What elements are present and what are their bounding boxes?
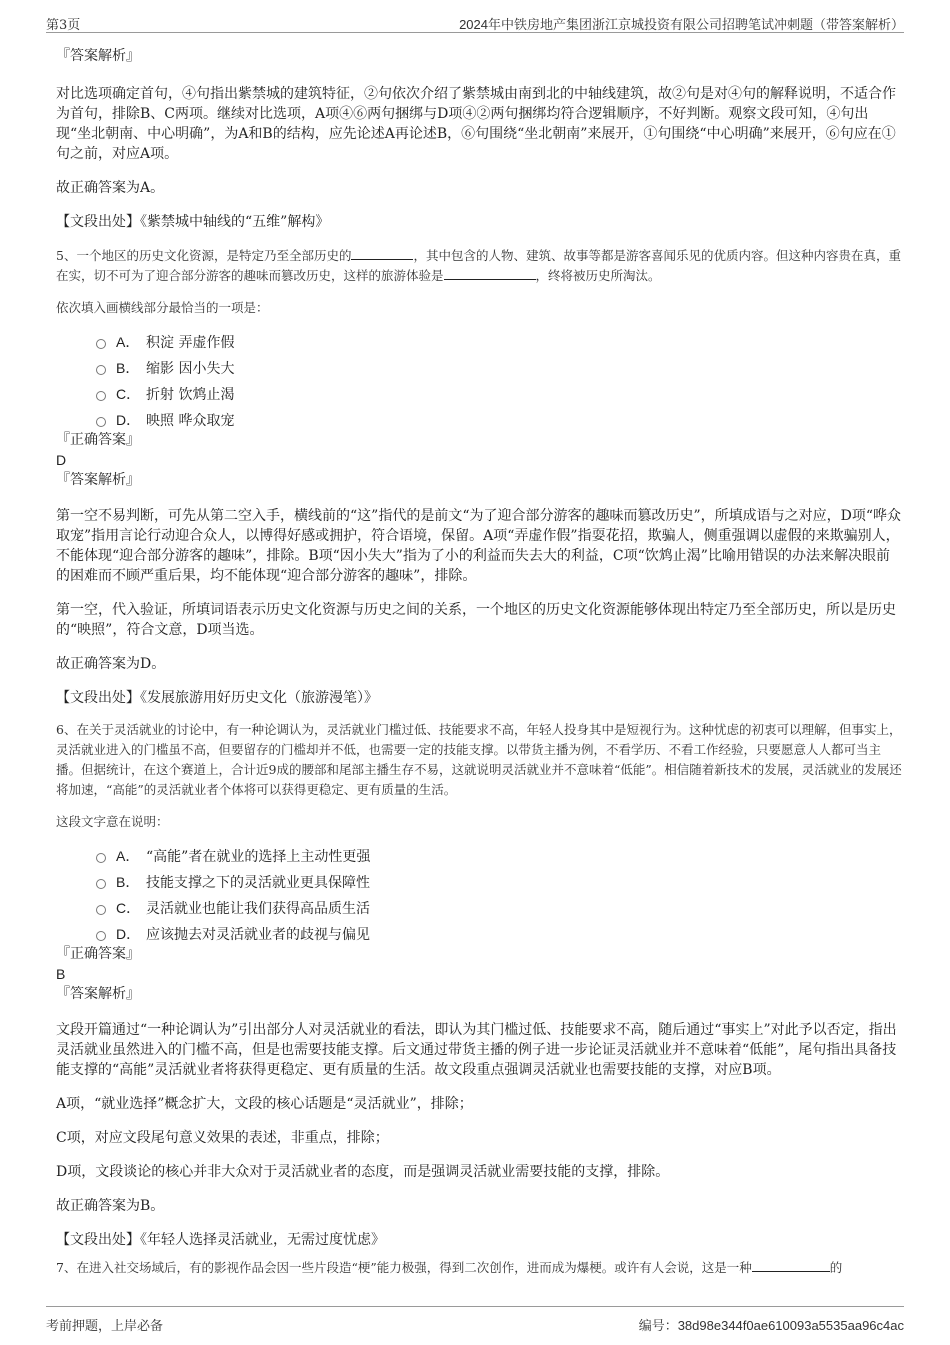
- source-label: 【文段出处】: [56, 214, 140, 230]
- analysis-label: 『答案解析』: [56, 48, 140, 64]
- conclusion: 故正确答案为A。: [56, 180, 165, 196]
- radio-icon[interactable]: [96, 853, 106, 863]
- analysis-paragraph-2: A项，“就业选择”概念扩大，文段的核心话题是“灵活就业”，排除；: [56, 1096, 473, 1112]
- radio-icon[interactable]: [96, 339, 106, 349]
- analysis-paragraph-1: 文段开篇通过“一种论调认为”引出部分人对灵活就业的看法，即认为其门槛过低、技能要求不高，随后通过“事实上”对此予以否定，指出灵活就业虽然进入的门槛不高，但是也需要技能支撑。后文通过带货主播的例子进一步论证灵活就业并不意味着“低能”，尾句指出具备技能支撑的“高能”灵活就业者将获得更稳定、更有质量的生活。故文段重点强调灵活就业也需要技能的支撑，对应B项。: [56, 1022, 897, 1078]
- correct-answer: D: [56, 452, 67, 468]
- source-title: 《年轻人选择灵活就业，无需过度忧虑》: [140, 1232, 385, 1248]
- answer-blank-1: [752, 1259, 830, 1272]
- radio-icon[interactable]: [96, 905, 106, 915]
- analysis-paragraph-4: D项，文段谈论的核心并非大众对于灵活就业者的态度，而是强调灵活就业需要技能的支撑，排除。: [56, 1164, 670, 1180]
- source-line: [56, 688, 902, 708]
- source-title: 《发展旅游用好历史文化（旅游漫笔）》: [140, 690, 378, 706]
- source-label: 【文段出处】: [56, 690, 140, 706]
- option-c[interactable]: C． 灵活就业也能让我们获得高品质生活: [96, 898, 902, 924]
- correct-answer: B: [56, 966, 66, 982]
- document-id: 编号：38d98e344f0ae610093a5535aa96c4ac: [638, 1318, 904, 1333]
- options-list: [96, 332, 902, 436]
- correct-answer-label: 『正确答案』: [56, 946, 140, 962]
- footer-slogan: 考前押题，上岸必备: [46, 1319, 164, 1334]
- question-6: 6、在关于灵活就业的讨论中，有一种论调认为，灵活就业门槛过低、技能要求不高，年轻人投身其中是短视行为。这种忧虑的初衷可以理解，但事实上，灵活就业进入的门槛虽不高，但要留存的门槛却并不低，也需要一定的技能支撑。以带货主播为例，不看学历、不看工作经验，只要愿意人人都可当主播。但据统计，在这个赛道上，合计近9成的腰部和尾部主播生存不易，这就说明灵活就业并不意味着“低能”。相信随着新技术的发展，灵活就业的发展还将加速，“高能”的灵活就业者个体将可以获得更稳定、更有质量的生活。: [56, 722, 902, 797]
- options-list: [96, 846, 902, 950]
- source-title: 《紫禁城中轴线的“五维”解构》: [140, 214, 330, 230]
- source-line: [56, 1230, 902, 1250]
- option-a[interactable]: A． “高能”者在就业的选择上主动性更强: [96, 846, 902, 872]
- radio-icon[interactable]: [96, 417, 106, 427]
- radio-icon[interactable]: [96, 391, 106, 401]
- option-b[interactable]: B． 缩影 因小失大: [96, 358, 902, 384]
- answer-blank-1: [351, 247, 413, 260]
- question-5: 5、一个地区的历史文化资源，是特定乃至全部历史的 ，其中包含的人物、建筑、故事等都是游客喜闻乐见的优质内容。但这种内容贵在真，重在实，切不可为了迎合部分游客的趣味而篡改历史，这样的旅游体验是 ，终将被历史所淘汰。: [56, 248, 901, 283]
- document-title: 2024年中铁房地产集团浙江京城投资有限公司招聘笔试冲刺题（带答案解析）: [459, 17, 904, 32]
- analysis-paragraph-2: 第一空，代入验证，所填词语表示历史文化资源与历史之间的关系，一个地区的历史文化资源能够体现出特定乃至全部历史，所以是历史的“映照”，符合文意，D项当选。: [56, 602, 896, 638]
- analysis-label: 『答案解析』: [56, 472, 140, 488]
- option-b[interactable]: B． 技能支撑之下的灵活就业更具保障性: [96, 872, 902, 898]
- option-d[interactable]: D． 映照 哗众取宠: [96, 410, 902, 436]
- analysis-paragraph-3: C项，对应文段尾句意义效果的表述，非重点，排除；: [56, 1130, 389, 1146]
- page-footer: [46, 1306, 904, 1334]
- answer-blank-2: [444, 267, 536, 280]
- option-a[interactable]: A． 积淀 弄虚作假: [96, 332, 902, 358]
- source-line: [56, 212, 902, 232]
- radio-icon[interactable]: [96, 879, 106, 889]
- correct-answer-label: 『正确答案』: [56, 432, 140, 448]
- radio-icon[interactable]: [96, 931, 106, 941]
- page-content: [56, 42, 902, 1278]
- question-prompt: 这段文字意在说明：: [56, 814, 169, 829]
- source-label: 【文段出处】: [56, 1232, 140, 1248]
- analysis-label: 『答案解析』: [56, 986, 140, 1002]
- page-number: 第3页: [46, 18, 81, 33]
- question-prompt: 依次填入画横线部分最恰当的一项是：: [56, 300, 269, 315]
- conclusion: 故正确答案为D。: [56, 656, 166, 672]
- option-d[interactable]: D． 应该抛去对灵活就业者的歧视与偏见: [96, 924, 902, 950]
- conclusion: 故正确答案为B。: [56, 1198, 165, 1214]
- analysis-paragraph-1: 第一空不易判断，可先从第二空入手，横线前的“这”指代的是前文“为了迎合部分游客的趣味而篡改历史”，所填成语与之对应，D项“哗众取宠”指用言论行动迎合众人，以博得好感或拥护，符合语境，保留。A项“弄虚作假”指耍花招，欺骗人，侧重强调以虚假的来欺骗别人，不能体现“迎合部分游客的趣味”，排除。B项“因小失大”指为了小的利益而失去大的利益，C项“饮鸩止渴”比喻用错误的办法来解决眼前的困难而不顾严重后果，均不能体现“迎合部分游客的趣味”，排除。: [56, 508, 902, 584]
- question-7: 7、在进入社交场域后，有的影视作品会因一些片段造“梗”能力极强，得到二次创作，进而成为爆梗。或许有人会说，这是一种 的: [56, 1260, 843, 1275]
- option-c[interactable]: C． 折射 饮鸩止渴: [96, 384, 902, 410]
- analysis-text: 对比选项确定首句，④句指出紫禁城的建筑特征，②句依次介绍了紫禁城由南到北的中轴线建筑，故②句是对④句的解释说明，不适合作为首句，排除B、C两项。继续对比选项，A项④⑥两句捆绑与D项④②两句捆绑均符合逻辑顺序，不好判断。观察文段可知，④句出现“坐北朝南、中心明确”，为A和B的结构，应先论述A再论述B，⑥句围绕“坐北朝南”来展开，①句围绕“中心明确”来展开，⑥句应在①句之前，对应A项。: [56, 86, 896, 162]
- page-header: [46, 10, 904, 33]
- radio-icon[interactable]: [96, 365, 106, 375]
